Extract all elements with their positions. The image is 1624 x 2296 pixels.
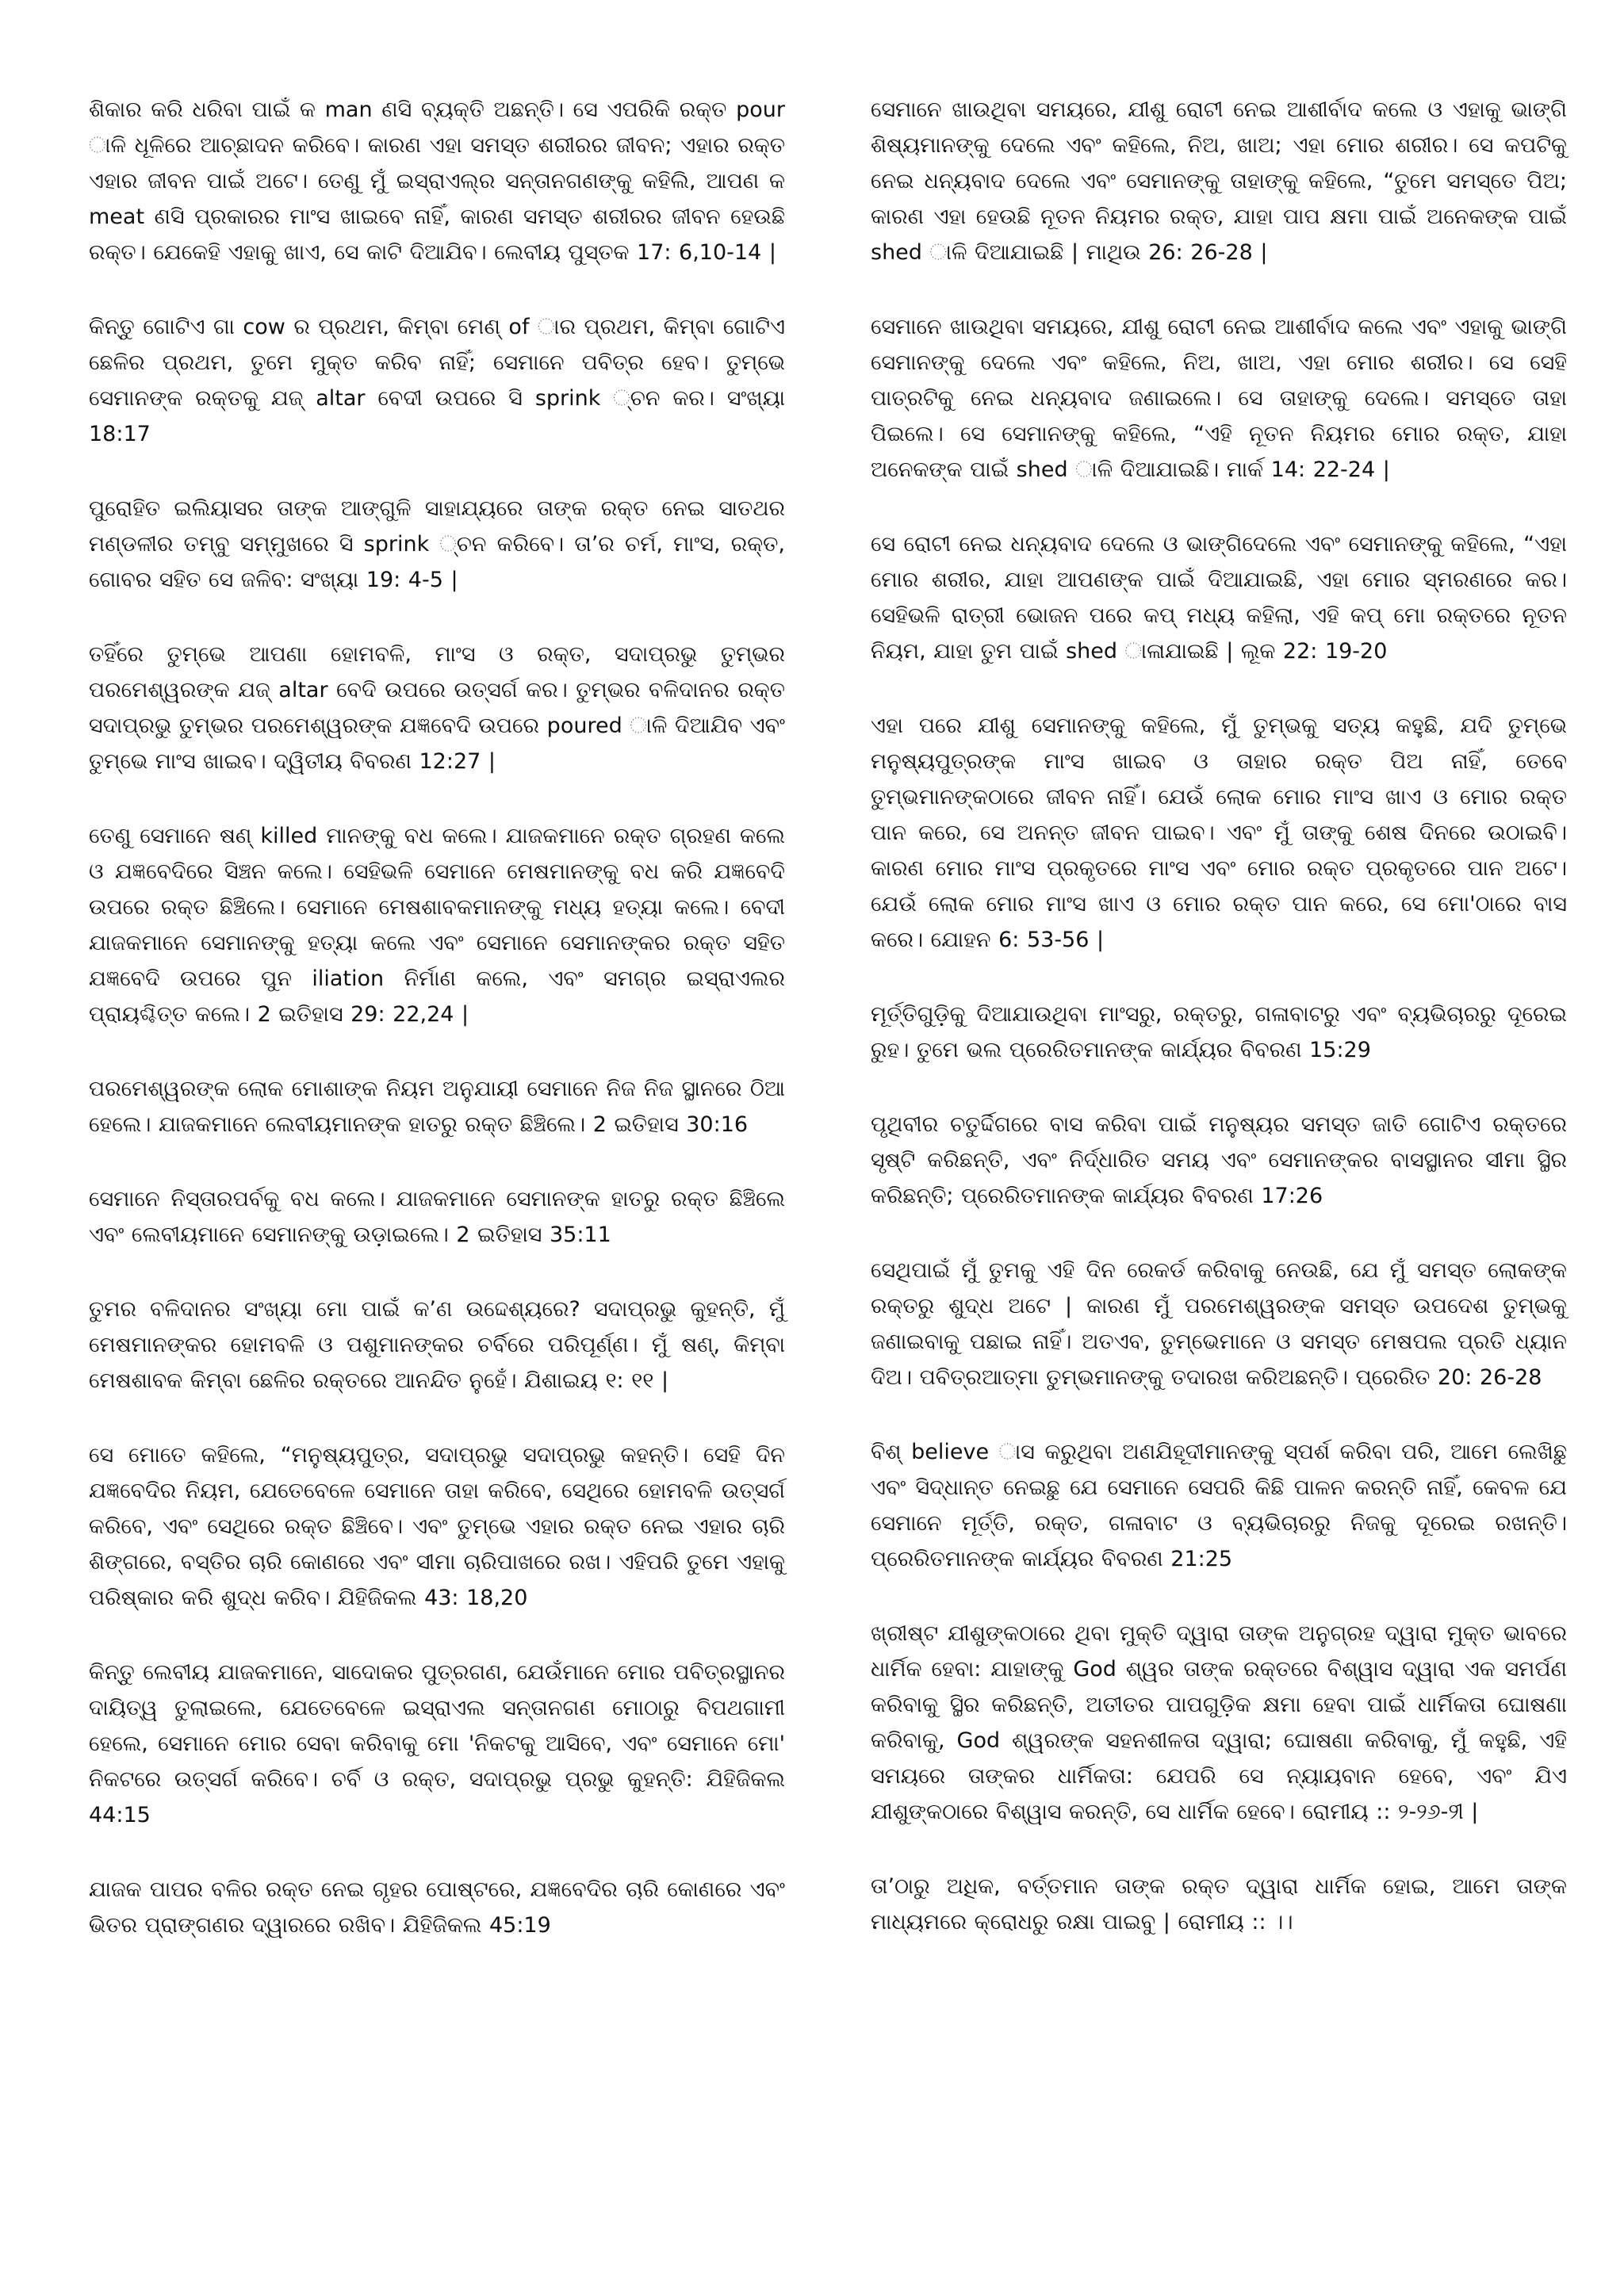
verse-paragraph: କିନ୍ତୁ ଗୋଟିଏ ଗା cow ର ପ୍ରଥମ, କିମ୍ବା ମେଣ୍ of ାର ପ୍ରଥମ, କିମ୍ବା ଗୋଟିଏ ଛେଳିର ପ୍ରଥମ, ତୁମେ ମୁକ୍ତ କରିବ ନାହିଁ; ସେମାନେ ପବିତ୍ର ହେବ। ତୁମ୍ଭେ ସେମାନଙ୍କ ରକ୍ତକୁ ଯଜ୍ altar ବେଦୀ ଉପରେ ସି sprink ୍ଚନ କର। ସଂଖ୍ୟା 18:17: [89, 315, 785, 446]
verse-paragraph: ସେଥିପାଇଁ ମୁଁ ତୁମକୁ ଏହି ଦିନ ରେକର୍ଡ କରିବାକୁ ନେଉଛି, ଯେ ମୁଁ ସମସ୍ତ ଲୋକଙ୍କ ରକ୍ତରୁ ଶୁଦ୍ଧ ଅଟେ | କାରଣ ମୁଁ ପରମେଶ୍ୱରଙ୍କ ସମସ୍ତ ଉପଦେଶ ତୁମ୍ଭକୁ ଜଣାଇବାକୁ ପଛାଇ ନାହିଁ। ଅତଏବ, ତୁମ୍ଭେମାନେ ଓ ସମସ୍ତ ମେଷପଲ ପ୍ରତି ଧ୍ୟାନ ଦିଅ। ପବିତ୍ରଆତ୍ମା ତୁମ୍ଭମାନଙ୍କୁ ତଦାରଖ କରିଅଛନ୍ତି। ପ୍ରେରିତ 20: 26-28: [871, 1258, 1567, 1390]
verse-paragraph: ତା’ଠାରୁ ଅଧିକ, ବର୍ତ୍ତମାନ ତାଙ୍କ ରକ୍ତ ଦ୍ୱାରା ଧାର୍ମିକ ହୋଇ, ଆମେ ତାଙ୍କ ମାଧ୍ୟମରେ କ୍ରୋଧରୁ ରକ୍ଷା ପାଇବୁ | ରୋମୀୟ :: ।।: [871, 1874, 1567, 1934]
verse-paragraph: କିନ୍ତୁ ଲେବୀୟ ଯାଜକମାନେ, ସାଦୋକର ପୁତ୍ରଗଣ, ଯେଉଁମାନେ ମୋର ପବିତ୍ରସ୍ଥାନର ଦାୟିତ୍ୱ ତୁଲାଇଲେ, ଯେତେବେଳେ ଇସ୍ରାଏଲ ସନ୍ତାନଗଣ ମୋଠାରୁ ବିପଥଗାମୀ ହେଲେ, ସେମାନେ ମୋର ସେବା କରିବାକୁ ମୋ 'ନିକଟକୁ ଆସିବେ, ଏବଂ ସେମାନେ ମୋ' ନିକଟରେ ଉତ୍ସର୍ଗ କରିବେ। ଚର୍ବି ଓ ରକ୍ତ, ସଦାପ୍ରଭୁ ପ୍ରଭୁ କୁହନ୍ତି: ଯିହିଜିକଲ 44:15: [89, 1660, 785, 1827]
verse-paragraph: ଶିକାର କରି ଧରିବା ପାଇଁ କ man ଣସି ବ୍ୟକ୍ତି ଅଛନ୍ତି। ସେ ଏପରିକି ରକ୍ତ pour ାଳି ଧୂଳିରେ ଆଚ୍ଛାଦନ କରିବେ। କାରଣ ଏହା ସମସ୍ତ ଶରୀରର ଜୀବନ; ଏହାର ରକ୍ତ ଏହାର ଜୀବନ ପାଇଁ ଅଟେ। ତେଣୁ ମୁଁ ଇସ୍ରାଏଲ୍ର ସନ୍ତାନଗଣଙ୍କୁ କହିଲି, ଆପଣ କ meat ଣସି ପ୍ରକାରର ମାଂସ ଖାଇବେ ନାହିଁ, କାରଣ ସମସ୍ତ ଶରୀରର ଜୀବନ ହେଉଛି ରକ୍ତ। ଯେକେହି ଏହାକୁ ଖାଏ, ସେ କାଟି ଦିଆଯିବ। ଲେବୀୟ ପୁସ୍ତକ 17: 6,10-14 |: [89, 98, 785, 265]
verse-paragraph: ସେମାନେ ନିସ୍ତାରପର୍ବକୁ ବଧ କଲେ। ଯାଜକମାନେ ସେମାନଙ୍କ ହାତରୁ ରକ୍ତ ଛିଞ୍ଚିଲେ ଏବଂ ଲେବୀୟମାନେ ସେମାନଙ୍କୁ ଉଡ଼ାଇଲେ। 2 ଇତିହାସ 35:11: [89, 1187, 785, 1247]
verse-paragraph: ତହିଁରେ ତୁମ୍ଭେ ଆପଣା ହୋମବଳି, ମାଂସ ଓ ରକ୍ତ, ସଦାପ୍ରଭୁ ତୁମ୍ଭର ପରମେଶ୍ୱରଙ୍କ ଯଜ୍ altar ବେଦି ଉପରେ ଉତ୍ସର୍ଗ କର। ତୁମ୍ଭର ବଳିଦାନର ରକ୍ତ ସଦାପ୍ରଭୁ ତୁମ୍ଭର ପରମେଶ୍ୱରଙ୍କ ଯଜ୍ଞବେଦି ଉପରେ poured ାଳି ଦିଆଯିବ ଏବଂ ତୁମ୍ଭେ ମାଂସ ଖାଇବ। ଦ୍ୱିତୀୟ ବିବରଣ 12:27 |: [89, 642, 785, 774]
verse-paragraph: ଯାଜକ ପାପର ବଳିର ରକ୍ତ ନେଇ ଗୃହର ପୋଷ୍ଟରେ, ଯଜ୍ଞବେଦିର ଚାରି କୋଣରେ ଏବଂ ଭିତର ପ୍ରାଙ୍ଗଣର ଦ୍ୱାରରେ ରଖିବ। ଯିହିଜିକଲ 45:19: [89, 1877, 785, 1938]
verse-paragraph: ଏହା ପରେ ଯୀଶୁ ସେମାନଙ୍କୁ କହିଲେ, ମୁଁ ତୁମ୍ଭକୁ ସତ୍ୟ କହୁଛି, ଯଦି ତୁମ୍ଭେ ମନୁଷ୍ୟପୁତ୍ରଙ୍କ ମାଂସ ଖାଇବ ଓ ତାହାର ରକ୍ତ ପିଅ ନାହିଁ, ତେବେ ତୁମ୍ଭମାନଙ୍କଠାରେ ଜୀବନ ନାହିଁ। ଯେଉଁ ଲୋକ ମୋର ମାଂସ ଖାଏ ଓ ମୋର ରକ୍ତ ପାନ କରେ, ସେ ଅନନ୍ତ ଜୀବନ ପାଇବ। ଏବଂ ମୁଁ ତାଙ୍କୁ ଶେଷ ଦିନରେ ଉଠାଇବି। କାରଣ ମୋର ମାଂସ ପ୍ରକୃତରେ ମାଂସ ଏବଂ ମୋର ରକ୍ତ ପ୍ରକୃତରେ ପାନ ଅଟେ। ଯେଉଁ ଲୋକ ମୋର ମାଂସ ଖାଏ ଓ ମୋର ରକ୍ତ ପାନ କରେ, ସେ ମୋ'ଠାରେ ବାସ କରେ। ଯୋହନ 6: 53-56 |: [871, 714, 1567, 952]
verse-paragraph: ତେଣୁ ସେମାନେ ଷଣ୍ killed ମାନଙ୍କୁ ବଧ କଲେ। ଯାଜକମାନେ ରକ୍ତ ଗ୍ରହଣ କଲେ ଓ ଯଜ୍ଞବେଦିରେ ସିଞ୍ଚନ କଲେ। ସେହିଭଳି ସେମାନେ ମେଷମାନଙ୍କୁ ବଧ କରି ଯଜ୍ଞବେଦି ଉପରେ ରକ୍ତ ଛିଞ୍ଚିଲେ। ସେମାନେ ମେଷଶାବକମାନଙ୍କୁ ମଧ୍ୟ ହତ୍ୟା କଲେ। ବେଦୀ ଯାଜକମାନେ ସେମାନଙ୍କୁ ହତ୍ୟା କଲେ ଏବଂ ସେମାନେ ସେମାନଙ୍କର ରକ୍ତ ସହିତ ଯଜ୍ଞବେଦି ଉପରେ ପୁନ iliation ନିର୍ମାଣ କଲେ, ଏବଂ ସମଗ୍ର ଇସ୍ରାଏଲର ପ୍ରାୟଶ୍ଚିତ୍ତ କଲେ। 2 ଇତିହାସ 29: 22,24 |: [89, 824, 785, 1027]
left-column: [89, 92, 785, 1982]
verse-paragraph: ପରମେଶ୍ୱରଙ୍କ ଲୋକ ମୋଶାଙ୍କ ନିୟମ ଅନୁଯାୟୀ ସେମାନେ ନିଜ ନିଜ ସ୍ଥାନରେ ଠିଆ ହେଲେ। ଯାଜକମାନେ ଲେବୀୟମାନଙ୍କ ହାତରୁ ରକ୍ତ ଛିଞ୍ଚିଲେ। 2 ଇତିହାସ 30:16: [89, 1077, 785, 1137]
right-column: [871, 92, 1567, 1979]
verse-paragraph: ପୃଥିବୀର ଚତୁର୍ଦ୍ଦିଗରେ ବାସ କରିବା ପାଇଁ ମନୁଷ୍ୟର ସମସ୍ତ ଜାତି ଗୋଟିଏ ରକ୍ତରେ ସୃଷ୍ଟି କରିଛନ୍ତି, ଏବଂ ନିର୍ଦ୍ଧାରିତ ସମୟ ଏବଂ ସେମାନଙ୍କର ବାସସ୍ଥାନର ସୀମା ସ୍ଥିର କରିଛନ୍ତି; ପ୍ରେରିତମାନଙ୍କ କାର୍ଯ୍ୟର ବିବରଣ 17:26: [871, 1112, 1567, 1208]
verse-paragraph: ସେମାନେ ଖାଉଥିବା ସମୟରେ, ଯୀଶୁ ରୋଟୀ ନେଇ ଆଶୀର୍ବାଦ କଲେ ଓ ଏହାକୁ ଭାଙ୍ଗି ଶିଷ୍ୟମାନଙ୍କୁ ଦେଲେ ଏବଂ କହିଲେ, ନିଅ, ଖାଅ; ଏହା ମୋର ଶରୀର। ସେ କପଟିକୁ ନେଇ ଧନ୍ୟବାଦ ଦେଲେ ଏବଂ ସେମାନଙ୍କୁ ତାହାଙ୍କୁ କହିଲେ, “ତୁମେ ସମସ୍ତେ ପିଅ; କାରଣ ଏହା ହେଉଛି ନୂତନ ନିୟମର ରକ୍ତ, ଯାହା ପାପ କ୍ଷମା ପାଇଁ ଅନେକଙ୍କ ପାଇଁ shed ାଳି ଦିଆଯାଇଛି | ମାଥିଉ 26: 26-28 |: [871, 98, 1567, 265]
verse-paragraph: ସେ ରୋଟୀ ନେଇ ଧନ୍ୟବାଦ ଦେଲେ ଓ ଭାଙ୍ଗିଦେଲେ ଏବଂ ସେମାନଙ୍କୁ କହିଲେ, “ଏହା ମୋର ଶରୀର, ଯାହା ଆପଣଙ୍କ ପାଇଁ ଦିଆଯାଇଛି, ଏହା ମୋର ସ୍ମରଣରେ କର। ସେହିଭଳି ରାତ୍ରୀ ଭୋଜନ ପରେ କପ୍ ମଧ୍ୟ କହିଲା, ଏହି କପ୍ ମୋ ରକ୍ତରେ ନୂତନ ନିୟମ, ଯାହା ତୁମ ପାଇଁ shed ାଳାଯାଇଛି | ଲୂକ 22: 19-20: [871, 532, 1567, 664]
verse-paragraph: ତୁମର ବଳିଦାନର ସଂଖ୍ୟା ମୋ ପାଇଁ କ’ଣ ଉଦ୍ଦେଶ୍ୟରେ? ସଦାପ୍ରଭୁ କୁହନ୍ତି, ମୁଁ ମେଷମାନଙ୍କର ହୋମବଳି ଓ ପଶୁମାନଙ୍କର ଚର୍ବିରେ ପରିପୂର୍ଣ୍ଣ। ମୁଁ ଷଣ୍, କିମ୍ବା ମେଷଶାବକ କିମ୍ବା ଛେଳିର ରକ୍ତରେ ଆନନ୍ଦିତ ନୁହେଁ। ଯିଶାଇୟ ୧: ୧୧ |: [89, 1297, 785, 1393]
verse-paragraph: ସେ ମୋତେ କହିଲେ, “ମନୁଷ୍ୟପୁତ୍ର, ସଦାପ୍ରଭୁ ସଦାପ୍ରଭୁ କହନ୍ତି। ସେହି ଦିନ ଯଜ୍ଞବେଦିର ନିୟମ, ଯେତେବେଳେ ସେମାନେ ତାହା କରିବେ, ସେଥିରେ ହୋମବଳି ଉତ୍ସର୍ଗ କରିବେ, ଏବଂ ସେଥିରେ ରକ୍ତ ଛିଞ୍ଚିବେ। ଏବଂ ତୁମ୍ଭେ ଏହାର ରକ୍ତ ନେଇ ଏହାର ଚାରି ଶିଙ୍ଗରେ, ବସ୍ତିର ଚାରି କୋଣରେ ଏବଂ ସୀମା ଚାରିପାଖରେ ରଖ। ଏହିପରି ତୁମେ ଏହାକୁ ପରିଷ୍କାର କରି ଶୁଦ୍ଧ କରିବ। ଯିହିଜିକଲ 43: 18,20: [89, 1443, 785, 1610]
verse-paragraph: ମୂର୍ତ୍ତିଗୁଡ଼ିକୁ ଦିଆଯାଉଥିବା ମାଂସରୁ, ରକ୍ତରୁ, ଗଳାବାଟରୁ ଏବଂ ବ୍ୟଭିଚାରରୁ ଦୂରେଇ ରୁହ। ତୁମେ ଭଲ ପ୍ରେରିତମାନଙ୍କ କାର୍ଯ୍ୟର ବିବରଣ 15:29: [871, 1002, 1567, 1062]
verse-paragraph: ପୁରୋହିତ ଇଲିୟାସର ତାଙ୍କ ଆଙ୍ଗୁଳି ସାହାଯ୍ୟରେ ତାଙ୍କ ରକ୍ତ ନେଇ ସାତଥର ମଣ୍ଡଳୀର ତମ୍ବୁ ସମ୍ମୁଖରେ ସି sprink ୍ଚନ କରିବେ। ତା’ର ଚର୍ମ, ମାଂସ, ରକ୍ତ, ଗୋବର ସହିତ ସେ ଜଳିବ: ସଂଖ୍ୟା 19: 4-5 |: [89, 496, 785, 592]
verse-paragraph: ଖ୍ରୀଷ୍ଟ ଯୀଶୁଙ୍କଠାରେ ଥିବା ମୁକ୍ତି ଦ୍ୱାରା ତାଙ୍କ ଅନୁଗ୍ରହ ଦ୍ୱାରା ମୁକ୍ତ ଭାବରେ ଧାର୍ମିକ ହେବା: ଯାହାଙ୍କୁ God ଶ୍ୱର ତାଙ୍କ ରକ୍ତରେ ବିଶ୍ୱାସ ଦ୍ୱାରା ଏକ ସମର୍ପଣ କରିବାକୁ ସ୍ଥିର କରିଛନ୍ତି, ଅତୀତର ପାପଗୁଡ଼ିକ କ୍ଷମା ହେବା ପାଇଁ ଧାର୍ମିକତା ଘୋଷଣା କରିବାକୁ, God ଶ୍ୱରଙ୍କ ସହନଶୀଳତା ଦ୍ୱାରା; ଘୋଷଣା କରିବାକୁ, ମୁଁ କହୁଛି, ଏହି ସମୟରେ ତାଙ୍କର ଧାର୍ମିକତା: ଯେପରି ସେ ନ୍ୟାୟବାନ ହେବେ, ଏବଂ ଯିଏ ଯୀଶୁଙ୍କଠାରେ ବିଶ୍ୱାସ କରନ୍ତି, ସେ ଧାର୍ମିକ ହେବେ। ରୋମୀୟ :: ୨-୨୬-୨ୀ |: [871, 1621, 1567, 1824]
verse-paragraph: ବିଶ୍ believe ାସ କରୁଥିବା ଅଣଯିହୂଦୀମାନଙ୍କୁ ସ୍ପର୍ଶ କରିବା ପରି, ଆମେ ଲେଖିଛୁ ଏବଂ ସିଦ୍ଧାନ୍ତ ନେଇଛୁ ଯେ ସେମାନେ ସେପରି କିଛି ପାଳନ କରନ୍ତି ନାହିଁ, କେବଳ ଯେ ସେମାନେ ମୂର୍ତ୍ତି, ରକ୍ତ, ଗଳାବାଟ ଓ ବ୍ୟଭିଚାରରୁ ନିଜକୁ ଦୂରେଇ ରଖନ୍ତି। ପ୍ରେରିତମାନଙ୍କ କାର୍ଯ୍ୟର ବିବରଣ 21:25: [871, 1440, 1567, 1571]
verse-paragraph: ସେମାନେ ଖାଉଥିବା ସମୟରେ, ଯୀଶୁ ରୋଟୀ ନେଇ ଆଶୀର୍ବାଦ କଲେ ଏବଂ ଏହାକୁ ଭାଙ୍ଗି ସେମାନଙ୍କୁ ଦେଲେ ଏବଂ କହିଲେ, ନିଅ, ଖାଅ, ଏହା ମୋର ଶରୀର। ସେ ସେହି ପାତ୍ରଟିକୁ ନେଇ ଧନ୍ୟବାଦ ଜଣାଇଲେ। ସେ ତାହାଙ୍କୁ ଦେଲେ। ସମସ୍ତେ ତାହା ପିଇଲେ। ସେ ସେମାନଙ୍କୁ କହିଲେ, “ଏହି ନୂତନ ନିୟମର ମୋର ରକ୍ତ, ଯାହା ଅନେକଙ୍କ ପାଇଁ shed ାଳି ଦିଆଯାଇଛି। ମାର୍କ 14: 22-24 |: [871, 315, 1567, 482]
